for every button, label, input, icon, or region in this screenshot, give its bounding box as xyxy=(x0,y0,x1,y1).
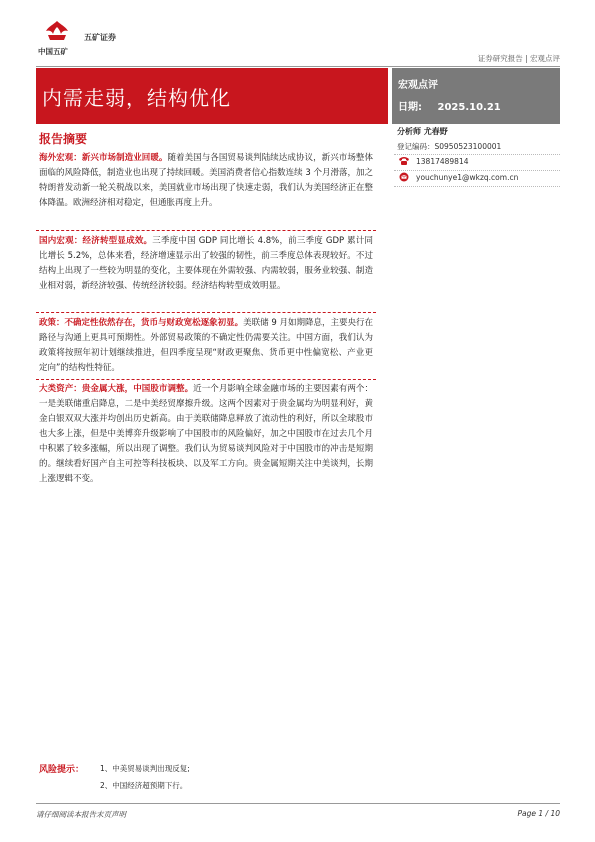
footer-disclaimer: 请仔细阅读本报告末页声明 xyxy=(36,810,126,819)
footer-divider xyxy=(36,803,560,804)
report-meta-band xyxy=(392,68,560,124)
analyst-divider xyxy=(394,170,560,171)
header-divider xyxy=(36,66,560,67)
report-category: 证券研究报告 | 宏观点评 xyxy=(477,54,560,63)
risk-item: 1、中美贸易谈判出现反复; xyxy=(100,764,190,773)
date-value: 2025.10.21 xyxy=(437,102,501,113)
analyst-divider xyxy=(394,154,560,155)
report-title: 内需走弱，结构优化 xyxy=(42,86,231,110)
email-icon xyxy=(397,172,411,182)
paragraph-lead: 政策：不确定性依然存在，货币与财政宽松逐象初显。 xyxy=(39,318,244,328)
risk-title: 风险提示： xyxy=(39,765,85,775)
paragraph-lead: 大类资产：贵金属大涨，中国股市调整。 xyxy=(39,384,194,394)
section-divider xyxy=(36,379,376,380)
report-date xyxy=(398,98,501,113)
phone-number: 13817489814 xyxy=(416,157,469,166)
analyst-email[interactable] xyxy=(397,172,518,186)
report-type: 宏观点评 xyxy=(398,80,438,91)
date-label: 日期: xyxy=(398,102,422,113)
paragraph-lead: 国内宏观：经济转型显成效。 xyxy=(39,236,153,246)
paragraph-body: 随着美国与各国贸易谈判陆续达成协议，新兴市场整体面临的风险降低，制造业也出现了持续回暖。美国消费者信心指数连续 3 个月滑落，加之特朗普发动新一轮关税战以来，美国就业市场出现了快速走弱，我们认为美国经济正在整体降温。欧洲经济相对稳定，但通胀再度上升。 xyxy=(39,153,373,208)
analyst-registration: 登记编码：S0950523100001 xyxy=(397,142,502,151)
analyst-divider xyxy=(394,186,560,187)
paragraph-policy xyxy=(39,316,373,376)
summary-title: 报告摘要 xyxy=(39,132,88,146)
brand-name: 五矿证券 xyxy=(84,33,116,42)
title-band xyxy=(36,68,388,124)
paragraph-body: 美联储 9 月如期降息，主要央行在路径与沟通上更具可预期性。外部贸易政策的不确定性仍需要关注。中国方面，我们认为政策将按照年初计划继续推进，但四季度呈现“财政更聚焦、货币更中性偏宽松、产业更定向”的结构性特征。 xyxy=(39,318,373,373)
paragraph-lead: 海外宏观：新兴市场制造业回暖。 xyxy=(39,153,168,163)
company-logo xyxy=(36,16,146,60)
paragraph-assets xyxy=(39,382,373,487)
paragraph-body: 近一个月影响全球金融市场的主要因素有两个：一是美联储重启降息，二是中美经贸摩擦升级。这两个因素对于贵金属均为明显利好，黄金白银双双大涨并均创出历史新高。由于美联储降息释放了流动性的利好，所以全球股市也大多上涨，但是中美博弈升级影响了中国股市的风险偏好，加之中国股市在过去几个月中积累了较多涨幅，所以出现了调整。我们认为贸易谈判风险对于中国股市的冲击是短期的。继续看好国产自主可控等科技板块、以及军工方向。贵金属短期关注中美谈判，长期上涨逻辑不变。 xyxy=(39,384,373,484)
phone-icon xyxy=(397,156,411,166)
section-divider xyxy=(36,230,376,231)
section-divider xyxy=(36,312,376,313)
company-name-cn: 中国五矿 xyxy=(38,47,68,56)
paragraph-body: 三季度中国 GDP 同比增长 4.8%，前三季度 GDP 累计同比增长 5.2%，总体来看，经济增速显示出了较强的韧性，前三季度总体表现较好。不过结构上出现了一些较为明显的变化，主要体现在外需较强、内需较弱，服务业较强、制造业相对弱，新经济较强、传统经济较弱。经济结构转型成效明显。 xyxy=(39,236,373,291)
page-number: Page 1 / 10 xyxy=(517,809,560,818)
paragraph-overseas xyxy=(39,151,373,211)
minmetals-logo-icon xyxy=(44,20,70,42)
risk-item: 2、中国经济超预期下行。 xyxy=(100,781,188,790)
email-address[interactable]: youchunye1@wkzq.com.cn xyxy=(416,173,519,182)
paragraph-domestic xyxy=(39,234,373,294)
analyst-name: 分析师 尤春野 xyxy=(397,127,448,136)
analyst-phone xyxy=(397,156,469,170)
